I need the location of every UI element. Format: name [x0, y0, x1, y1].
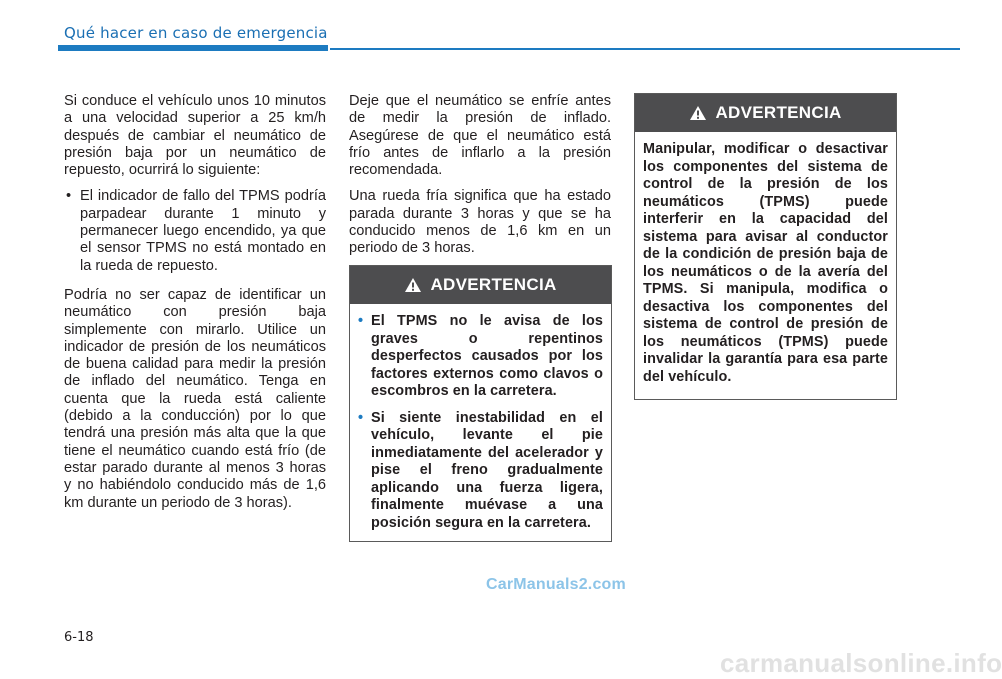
paragraph-cool-tire: Deje que el neumático se enfríe antes de medir la presión de inflado. Asegúrese de que el neumático está frío antes de inflarlo a la presión recomendada.	[349, 93, 611, 179]
list-item: • El indicador de fallo del TPMS podría parpadear durante 1 minuto y permanecer luego encendido, ya que el sensor TPMS no está montado en la rueda de repuesto.	[64, 188, 326, 274]
list-item: • El TPMS no le avisa de los graves o repentinos desperfectos causados por los factores externos como clavos o escombros en la carretera.	[358, 313, 603, 401]
paragraph-intro: Si conduce el vehículo unos 10 minutos a una velocidad superior a 25 km/h después de cambiar el neumático de presión baja por un neumático de repuesto, ocurrirá lo siguiente:	[64, 93, 326, 179]
text-column-left	[64, 93, 326, 521]
warning-header	[635, 94, 896, 132]
list-item: • Si siente inestabilidad en el vehículo, levante el pie inmediatamente del acelerador y pise el freno gradualmente aplicando una fuerza ligera, finalmente muévase a una posición segura en la carretera.	[358, 410, 603, 533]
watermark-text: carmanualsonline.info	[720, 648, 1002, 678]
header-rule-thick	[58, 45, 328, 51]
paragraph-pressure-gauge: Podría no ser capaz de identificar un neumático con presión baja simplemente con mirarlo. Utilice un indicador de presión de los neumáticos de buena calidad para medir la presión de inflado del neumático. Tenga en cuenta que la rueda está caliente (debido a la conducción) por lo que tendrá una presión más alta que la que tiene el neumático cuando está frío (de estar parado durante al menos 3 horas y no habiéndolo conducido más de 1,6 km durante un periodo de 3 horas).	[64, 286, 326, 511]
warning-body: Manipular, modificar o desactivar los componentes del sistema de control de la presión de los neumáticos (TPMS) puede interferir en la capacidad del sistema para avisar al conductor de la condición de presión baja de los neumáticos o de la avería del TPMS. Si manipula, modifica o desactiva los componentes del sistema de control de presión de los neumáticos (TPMS) puede invalidar la garantía para esa parte del vehículo.	[643, 141, 888, 385]
warning-body	[350, 304, 611, 551]
warning-title: ADVERTENCIA	[715, 103, 842, 122]
header-rule-thin	[330, 48, 960, 50]
warning-triangle-icon	[404, 277, 422, 293]
warning-box-tampering	[634, 93, 897, 400]
section-title: Qué hacer en caso de emergencia	[64, 24, 328, 42]
page-number: 6-18	[64, 630, 94, 645]
warning-triangle-icon	[689, 105, 707, 121]
watermark-link[interactable]: CarManuals2.com	[486, 576, 626, 593]
paragraph-cold-wheel: Una rueda fría significa que ha estado parada durante 3 horas y que se ha conducido menos de 1,6 km en un periodo de 3 horas.	[349, 188, 611, 257]
warning-header	[350, 266, 611, 304]
text-column-middle	[349, 93, 611, 267]
warning-title: ADVERTENCIA	[430, 275, 557, 294]
warning-box-tpms	[349, 265, 612, 542]
